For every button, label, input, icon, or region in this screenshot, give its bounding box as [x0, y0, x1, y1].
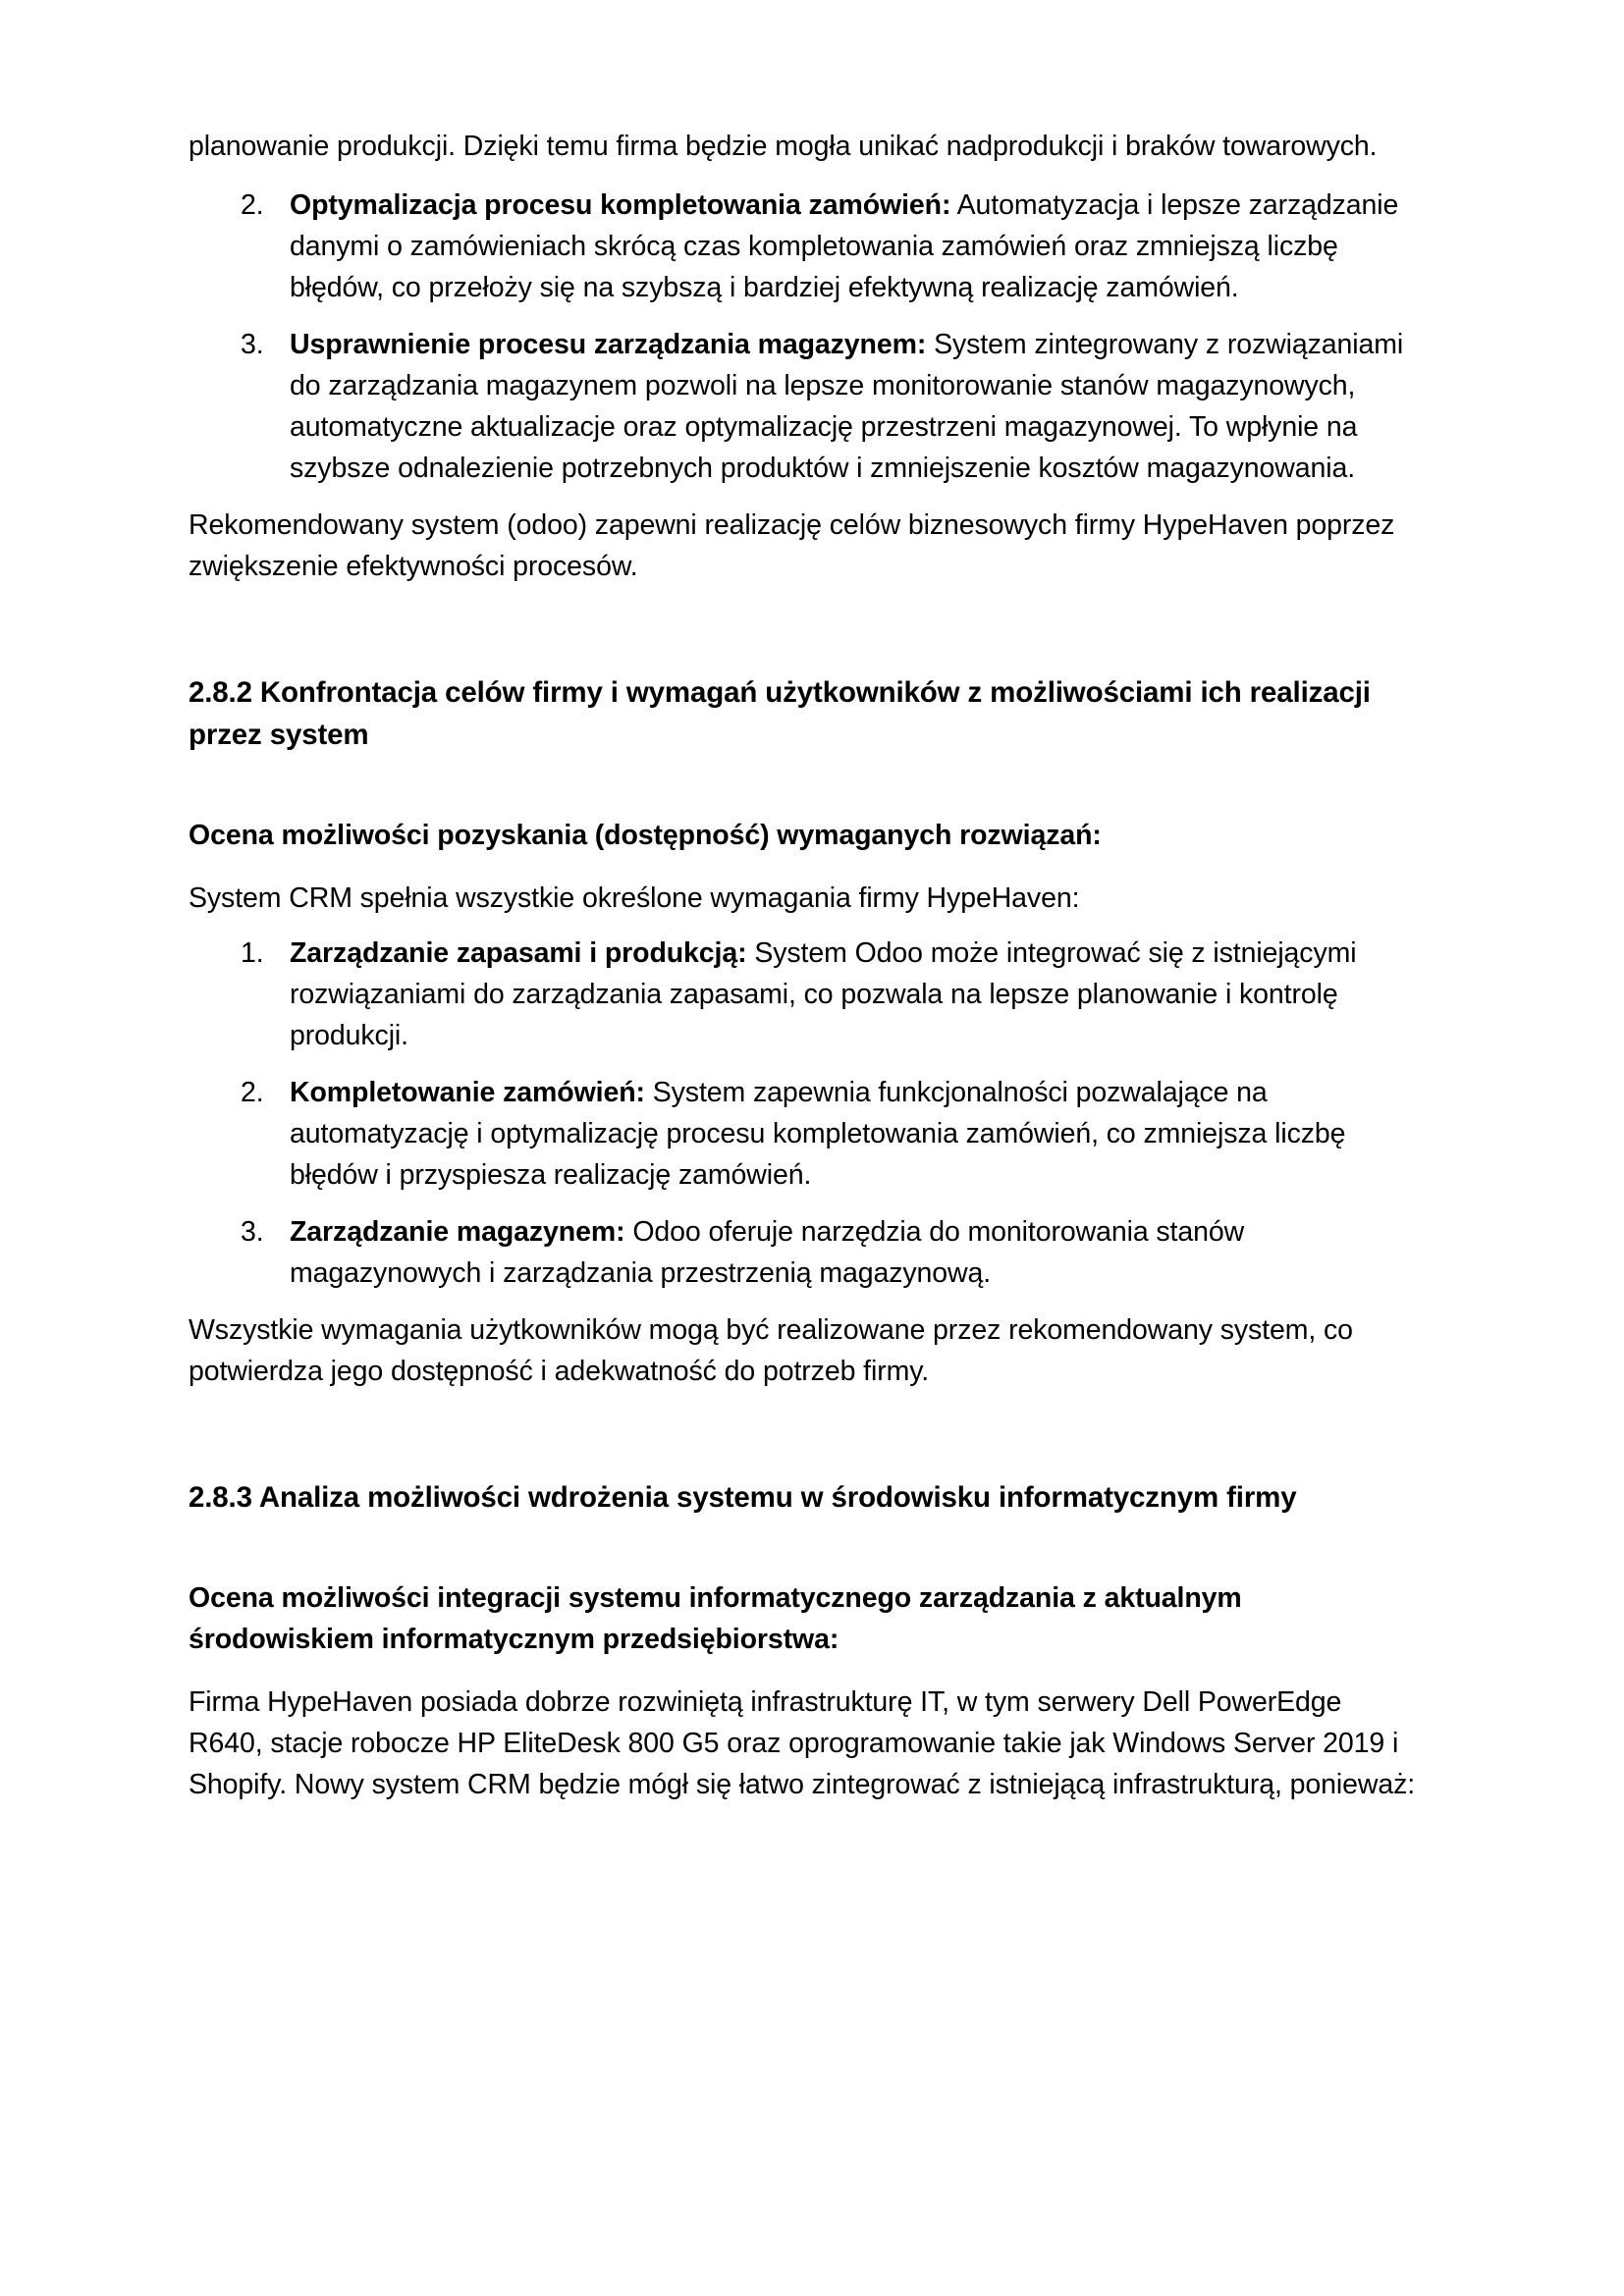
document-content	[189, 126, 1418, 1805]
spacer	[189, 167, 1418, 185]
spacer	[189, 587, 1418, 671]
list-item-lead: Kompletowanie zamówień:	[290, 1077, 645, 1108]
list-item	[189, 1072, 1418, 1196]
paragraph-closing-282: Wszystkie wymagania użytkowników mogą być realizowane przez rekomendowany system, co potwierdza jego dostępność i adekwatność do potrzeb firmy.	[189, 1314, 1353, 1387]
list-item-body: Odoo oferuje narzędzia do monitorowania stanów magazynowych i zarządzania przestrzenią magazynową.	[290, 1216, 1245, 1289]
list-item	[189, 1211, 1418, 1294]
spacer	[189, 1392, 1418, 1476]
paragraph-infrastructure: Firma HypeHaven posiada dobrze rozwiniętą infrastrukturę IT, w tym serwery Dell PowerEdge R640, stacje robocze HP EliteDesk 800 G5 oraz oprogramowanie takie jak Windows Server 2019 i Shopify. Nowy system CRM będzie mógł się łatwo zintegrować z istniejącą infrastrukturą, ponieważ:	[189, 1686, 1416, 1800]
paragraph-after-list-one: Rekomendowany system (odoo) zapewni realizację celów biznesowych firmy HypeHaven poprzez zwiększenie efektywności procesów.	[189, 509, 1395, 582]
list-marker: 1.	[241, 937, 264, 969]
spacer	[189, 856, 1418, 878]
paragraph-crm-intro: System CRM spełnia wszystkie określone wymagania firmy HypeHaven:	[189, 882, 1080, 914]
list-item-body: System Odoo może integrować się z istniejącymi rozwiązaniami do zarządzania zapasami, co pozwala na lepsze planowanie i kontrolę produkcji.	[290, 937, 1357, 1051]
list-item-body: Automatyzacja i lepsze zarządzanie danymi o zamówieniach skrócą czas kompletowania zamówień oraz zmniejszą liczbę błędów, co przełoży się na szybszą i bardziej efektywną realizację zamówień.	[290, 189, 1399, 303]
list-item-lead: Usprawnienie procesu zarządzania magazynem:	[290, 329, 927, 360]
list-item-body: System zapewnia funkcjonalności pozwalające na automatyzację i optymalizację procesu kompletowania zamówień, co zmniejsza liczbę błędów i przyspiesza realizację zamówień.	[290, 1077, 1346, 1191]
list-item	[189, 185, 1418, 308]
list-marker: 3.	[241, 1216, 264, 1248]
list-item-lead: Optymalizacja procesu kompletowania zamówień:	[290, 189, 951, 221]
subheading-availability: Ocena możliwości pozyskania (dostępność) wymaganych rozwiązań:	[189, 820, 1102, 851]
spacer	[189, 1294, 1418, 1309]
section-heading-283: 2.8.3 Analiza możliwości wdrożenia systemu w środowisku informatycznym firmy	[189, 1481, 1297, 1514]
numbered-list-requirements	[189, 933, 1418, 1294]
spacer	[189, 756, 1418, 815]
continuation-paragraph: planowanie produkcji. Dzięki temu firma będzie mogła unikać nadprodukcji i braków towarowych.	[189, 131, 1378, 162]
spacer	[189, 919, 1418, 933]
list-marker: 2.	[241, 189, 264, 221]
list-item-lead: Zarządzanie magazynem:	[290, 1216, 625, 1248]
list-item	[189, 933, 1418, 1056]
numbered-list-goals	[189, 185, 1418, 489]
list-item-body: System zintegrowany z rozwiązaniami do zarządzania magazynem pozwoli na lepsze monitorowanie stanów magazynowych, automatyczne aktualizacje oraz optymalizację przestrzeni magazynowej. To wpłynie na szybsze odnalezienie potrzebnych produktów i zmniejszenie kosztów magazynowania.	[290, 329, 1404, 484]
subheading-integration: Ocena możliwości integracji systemu informatycznego zarządzania z aktualnym środowiskiem informatycznym przedsiębiorstwa:	[189, 1582, 1242, 1655]
list-marker: 2.	[241, 1077, 264, 1108]
list-item	[189, 324, 1418, 489]
section-heading-282: 2.8.2 Konfrontacja celów firmy i wymagań użytkowników z możliwościami ich realizacji przez system	[189, 676, 1371, 751]
list-marker: 3.	[241, 329, 264, 360]
spacer	[189, 1660, 1418, 1682]
spacer	[189, 1519, 1418, 1577]
list-item-lead: Zarządzanie zapasami i produkcją:	[290, 937, 747, 969]
spacer	[189, 489, 1418, 505]
